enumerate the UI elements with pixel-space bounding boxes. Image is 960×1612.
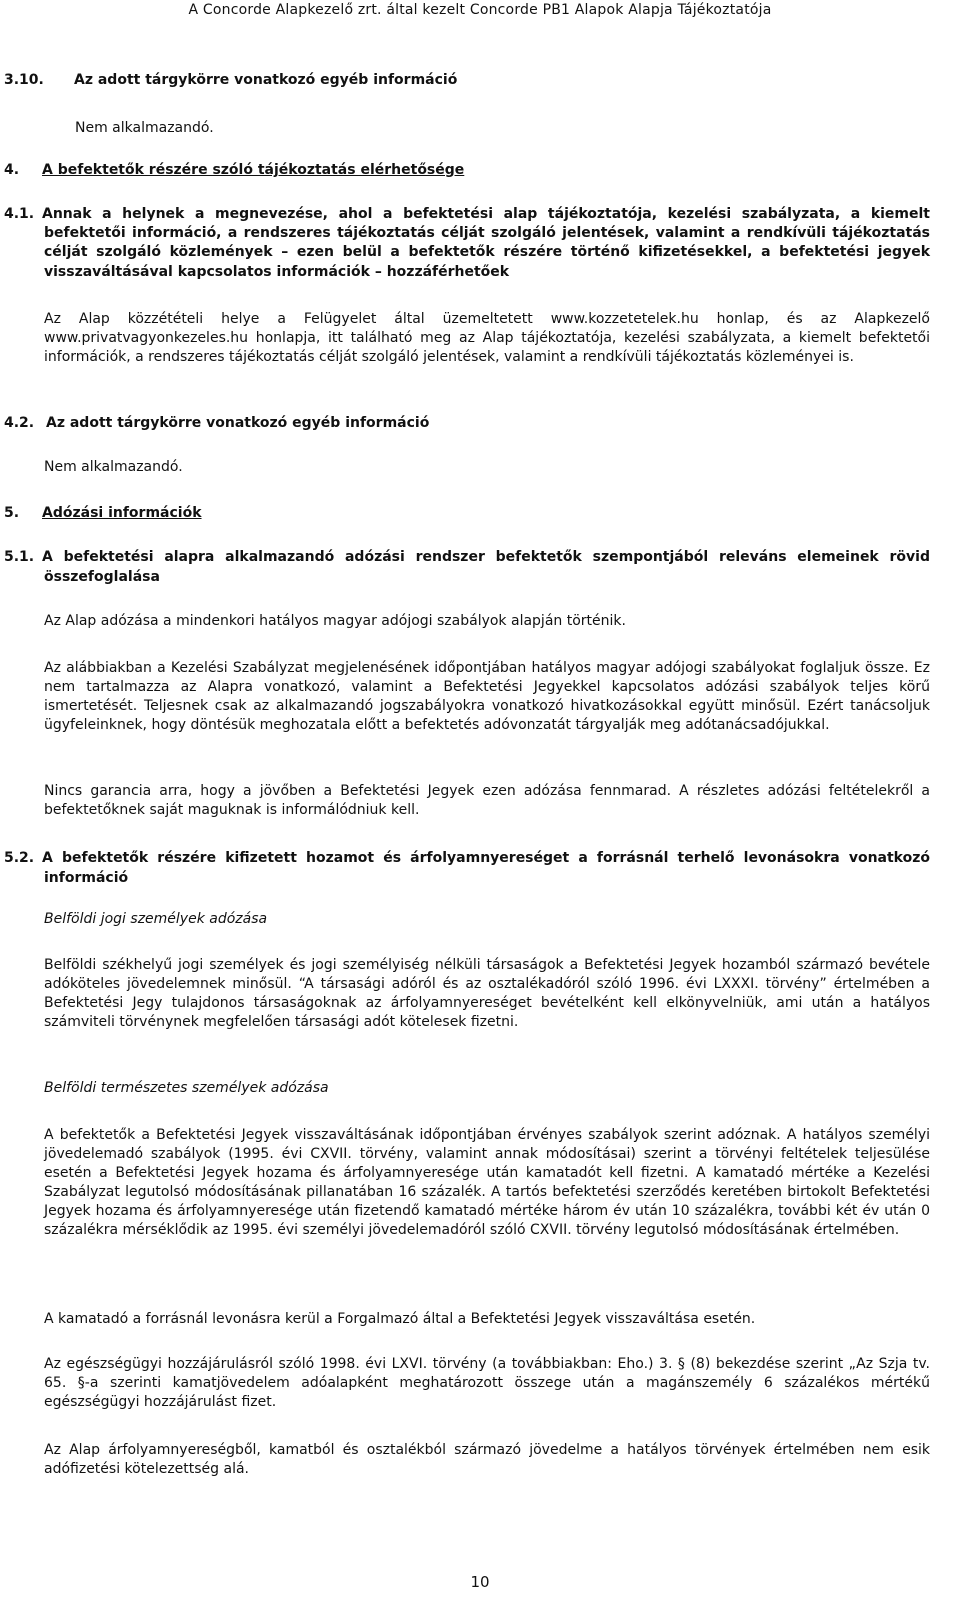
- section-5-2-paragraph: Belföldi székhelyű jogi személyek és jogi személyiség nélküli társaságok a Befektetési Jegyek hozamból származó bevétele adóköteles jövedelemnek minősül. “A társasági adóról és az osztalékadóról szóló 1996. évi LXXXI. törvény” értelmében a Befektetési Jegy tulajdonos társaságoknak az árfolyamnyereséget bevételként kell elkönyvelniük, ami után a hatályos számviteli törvénynek megfelelően társasági adót kötelesek fizetni.: [44, 957, 930, 1030]
- section-number: 5.1.: [4, 549, 35, 565]
- section-number: 5.: [4, 505, 20, 521]
- section-title: A befektetők részére szóló tájékoztatás elérhetősége: [42, 162, 465, 178]
- section-5-1-heading: [4, 548, 930, 587]
- section-5-heading: [4, 503, 922, 524]
- section-5-2-paragraph: Az Alap árfolyamnyereségből, kamatból és osztalékból származó jövedelme a hatályos törvények értelmében nem esik adófizetési kötelezettség alá.: [44, 1442, 930, 1477]
- section-4-heading: [4, 160, 922, 181]
- section-number: 5.2.: [4, 850, 35, 866]
- section-4-2-body: Nem alkalmazandó.: [44, 459, 183, 475]
- section-5-1-paragraph: Nincs garancia arra, hogy a jövőben a Befektetési Jegyek ezen adózása fennmarad. A részletes adózási feltételekről a befektetőknek saját maguknak is informálódniuk kell.: [44, 783, 930, 818]
- running-header: A Concorde Alapkezelő zrt. által kezelt Concorde PB1 Alapok Alapja Tájékoztatója: [188, 2, 772, 18]
- section-3-10-heading: [4, 70, 922, 91]
- section-number: 3.10.: [4, 72, 44, 88]
- section-5-1-paragraph: Az alábbiakban a Kezelési Szabályzat megjelenésének időpontjában hatályos magyar adójogi szabályokat foglaljuk össze. Ez nem tartalmazza az Alapra vonatkozó, valamint a Befektetési Jegyekkel kapcsolatos adózási szabályok teljes körű ismertetését. Teljesnek csak az alkalmazandó jogszabályokra vonatkozó hivatkozásokkal együtt minősül. Ezért tanácsoljuk ügyfeleinknek, hogy döntésük meghozatala előtt a befektetés adóvonzatát tárgyalják meg adótanácsadójukkal.: [44, 660, 930, 733]
- section-3-10-body: Nem alkalmazandó.: [75, 120, 214, 136]
- section-number: 4.2.: [4, 415, 35, 431]
- section-number: 4.1.: [4, 206, 35, 222]
- section-5-1-paragraph: Az Alap adózása a mindenkori hatályos magyar adójogi szabályok alapján történik.: [44, 613, 626, 629]
- section-4-1-heading: [4, 205, 930, 282]
- section-title: A befektetési alapra alkalmazandó adózási rendszer befektetők szempontjából releváns elemeinek rövid összefoglalása: [42, 549, 930, 585]
- section-4-2-heading: [4, 413, 922, 434]
- section-5-2-paragraph: Az egészségügyi hozzájárulásról szóló 1998. évi LXVI. törvény (a továbbiakban: Eho.) 3. § (8) bekezdése szerint „Az Szja tv. 65. §-a szerinti kamatjövedelem adóalapként meghatározott összege után a magánszemély 6 százalékos mértékű egészségügyi hozzájárulást fizet.: [44, 1356, 930, 1410]
- page-number: 10: [470, 1573, 490, 1591]
- section-title: A befektetők részére kifizetett hozamot és árfolyamnyereséget a forrásnál terhelő levonásokra vonatkozó információ: [42, 850, 930, 886]
- section-5-2-heading: [4, 849, 930, 888]
- section-title: Adózási információk: [42, 505, 202, 521]
- section-title: Az adott tárgykörre vonatkozó egyéb információ: [74, 72, 458, 88]
- subheading-natural-persons: Belföldi természetes személyek adózása: [44, 1080, 329, 1096]
- section-4-1-body: Az Alap közzétételi helye a Felügyelet által üzemeltetett www.kozzetetelek.hu honlap, és az Alapkezelő www.privatvagyonkezeles.hu honlapja, itt található meg az Alap tájékoztatója, kezelési szabályzata, a kiemelt befektetői információk, a rendszeres tájékoztatás célját szolgáló jelentések, valamint a rendkívüli tájékoztatás közleményei is.: [44, 311, 930, 365]
- section-number: 4.: [4, 162, 20, 178]
- section-title: Az adott tárgykörre vonatkozó egyéb információ: [46, 415, 430, 431]
- section-title: Annak a helynek a megnevezése, ahol a befektetési alap tájékoztatója, kezelési szabályzata, a kiemelt befektetői információ, a rendszeres tájékoztatás célját szolgáló jelentések, valamint a rendkívüli tájékoztatás célját szolgáló közlemények – ezen belül a befektetők részére történő kifizetésekkel, a befektetési jegyek visszaváltásával kapcsolatos információk – hozzáférhetőek: [42, 206, 930, 280]
- section-5-2-paragraph: A befektetők a Befektetési Jegyek visszaváltásának időpontjában érvényes szabályok szerint adóznak. A hatályos személyi jövedelemadó szabályok (1995. évi CXVII. törvény, valamint annak módosításai) szerint a törvényi feltételek teljesülése esetén a Befektetési Jegyek hozama és árfolyamnyeresége után kamatadót kell fizetni. A kamatadó mértéke a Kezelési Szabályzat legutolsó módosításának pillanatában 16 százalék. A tartós befektetési szerződés keretében birtokolt Befektetési Jegyek hozama és árfolyamnyeresége után fizetendő kamatadó mértéke három év után 10 százalékra, további két év után 0 százalékra mérséklődik az 1995. évi személyi jövedelemadóról szóló CXVII. törvény legutolsó módosításának értelmében.: [44, 1127, 930, 1238]
- subheading-legal-entities: Belföldi jogi személyek adózása: [44, 911, 268, 927]
- section-5-2-paragraph: A kamatadó a forrásnál levonásra kerül a Forgalmazó által a Befektetési Jegyek visszaváltása esetén.: [44, 1311, 756, 1327]
